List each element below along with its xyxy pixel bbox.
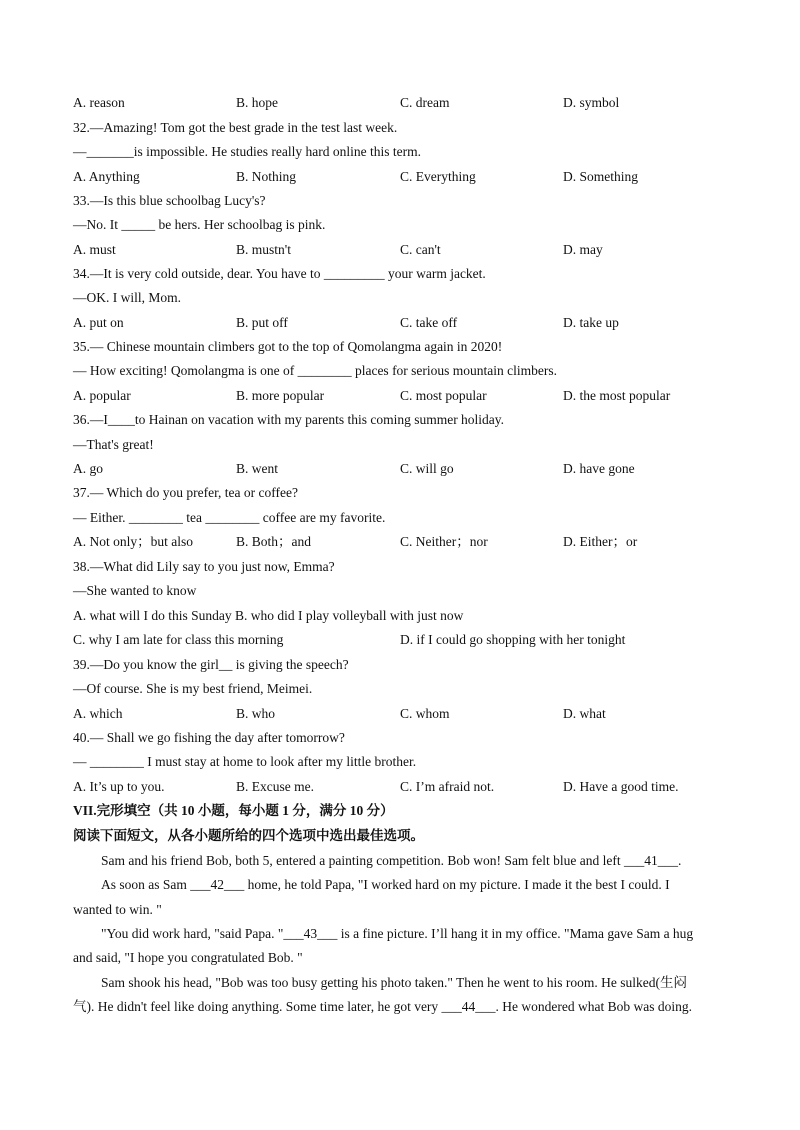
passage-line: "You did work hard, "said Papa. "___43___ is a fine picture. I’ll hang it in my office. "Mama gave Sam a hug <box>101 926 694 941</box>
q36-options <box>73 459 730 479</box>
q35-options <box>73 386 730 406</box>
option-d: D. Have a good time. <box>563 779 679 794</box>
q36-prompt: 36.—I____to Hainan on vacation with my parents this coming summer holiday. <box>73 412 505 427</box>
q33-options <box>73 240 730 260</box>
q32-prompt: 32.—Amazing! Tom got the best grade in the test last week. <box>73 120 398 135</box>
q35-prompt: 35.— Chinese mountain climbers got to the top of Qomolangma again in 2020! <box>73 339 503 354</box>
option-d: D. have gone <box>563 461 635 476</box>
q37-options <box>73 532 730 552</box>
q40-options <box>73 777 730 797</box>
option-c: C. will go <box>400 461 454 476</box>
option-b: B. put off <box>236 315 288 330</box>
q31-options <box>73 93 730 113</box>
option-c: C. most popular <box>400 388 487 403</box>
option-c: C. I’m afraid not. <box>400 779 495 794</box>
option-b: B. Nothing <box>236 169 297 184</box>
option-b: B. who <box>236 706 276 721</box>
option-d: D. Either；or <box>563 534 638 549</box>
q34-reply: —OK. I will, Mom. <box>73 290 181 305</box>
option-d: D. Something <box>563 169 639 184</box>
section-instruction: 阅读下面短文，从各小题所给的四个选项中选出最佳选项。 <box>73 828 424 843</box>
option-a: A. reason <box>73 95 125 110</box>
option-c: C. Neither；nor <box>400 534 488 549</box>
option-d: D. what <box>563 706 606 721</box>
q39-reply: —Of course. She is my best friend, Meimei. <box>73 681 313 696</box>
option-a: A. go <box>73 461 103 476</box>
option-a: A. popular <box>73 388 131 403</box>
q38-reply: —She wanted to know <box>73 583 197 598</box>
option-c: C. dream <box>400 95 450 110</box>
option-b: B. Both；and <box>236 534 312 549</box>
q33-reply: —No. It _____ be hers. Her schoolbag is pink. <box>73 217 326 232</box>
option-d: D. if I could go shopping with her tonight <box>400 632 626 647</box>
option-b: B. mustn't <box>236 242 291 257</box>
option-b: B. hope <box>236 95 278 110</box>
option-a: A. Not only；but also <box>73 534 193 549</box>
passage-line: Sam shook his head, "Bob was too busy getting his photo taken." Then he went to his room. He sulked(生闷 <box>101 975 687 990</box>
passage-line: Sam and his friend Bob, both 5, entered a painting competition. Bob won! Sam felt blue and left ___41___. <box>101 853 682 868</box>
option-a: A. must <box>73 242 116 257</box>
passage-line: wanted to win. " <box>73 902 162 917</box>
option-a: A. Anything <box>73 169 140 184</box>
q38-prompt: 38.—What did Lily say to you just now, Emma? <box>73 559 335 574</box>
option-c: C. whom <box>400 706 450 721</box>
section-heading: VII.完形填空（共 10 小题，每小题 1 分，满分 10 分） <box>73 803 394 818</box>
passage-line: 气). He didn't feel like doing anything. Some time later, he got very ___44___. He wondered what Bob was doing. <box>73 999 693 1014</box>
option-d: D. symbol <box>563 95 620 110</box>
option-d: D. may <box>563 242 603 257</box>
q32-reply: —_______is impossible. He studies really hard online this term. <box>73 144 421 159</box>
option-c: C. take off <box>400 315 458 330</box>
q37-prompt: 37.— Which do you prefer, tea or coffee? <box>73 485 298 500</box>
q35-reply: — How exciting! Qomolangma is one of ________ places for serious mountain climbers. <box>73 363 558 378</box>
option-a: A. put on <box>73 315 124 330</box>
q38-options-cd <box>73 630 730 650</box>
option-a: A. It’s up to you. <box>73 779 165 794</box>
option-d: D. take up <box>563 315 619 330</box>
q32-options <box>73 167 730 187</box>
option-d: D. the most popular <box>563 388 671 403</box>
passage-line: and said, "I hope you congratulated Bob. " <box>73 950 303 965</box>
option-b: B. Excuse me. <box>236 779 314 794</box>
q40-prompt: 40.— Shall we go fishing the day after tomorrow? <box>73 730 345 745</box>
q39-prompt: 39.—Do you know the girl__ is giving the speech? <box>73 657 349 672</box>
option-c: C. can't <box>400 242 441 257</box>
q38-options-ab: A. what will I do this Sunday B. who did I play volleyball with just now <box>73 608 464 623</box>
passage-line: As soon as Sam ___42___ home, he told Papa, "I worked hard on my picture. I made it the best I could. I <box>101 877 670 892</box>
q33-prompt: 33.—Is this blue schoolbag Lucy's? <box>73 193 266 208</box>
q34-prompt: 34.—It is very cold outside, dear. You have to _________ your warm jacket. <box>73 266 486 281</box>
option-b: B. more popular <box>236 388 325 403</box>
option-c: C. Everything <box>400 169 476 184</box>
option-b: B. went <box>236 461 278 476</box>
option-c: C. why I am late for class this morning <box>73 632 284 647</box>
q39-options <box>73 704 730 724</box>
option-a: A. which <box>73 706 123 721</box>
q34-options <box>73 313 730 333</box>
q36-reply: —That's great! <box>73 437 154 452</box>
q37-reply: — Either. ________ tea ________ coffee are my favorite. <box>73 510 386 525</box>
q40-reply: — ________ I must stay at home to look after my little brother. <box>73 754 417 769</box>
